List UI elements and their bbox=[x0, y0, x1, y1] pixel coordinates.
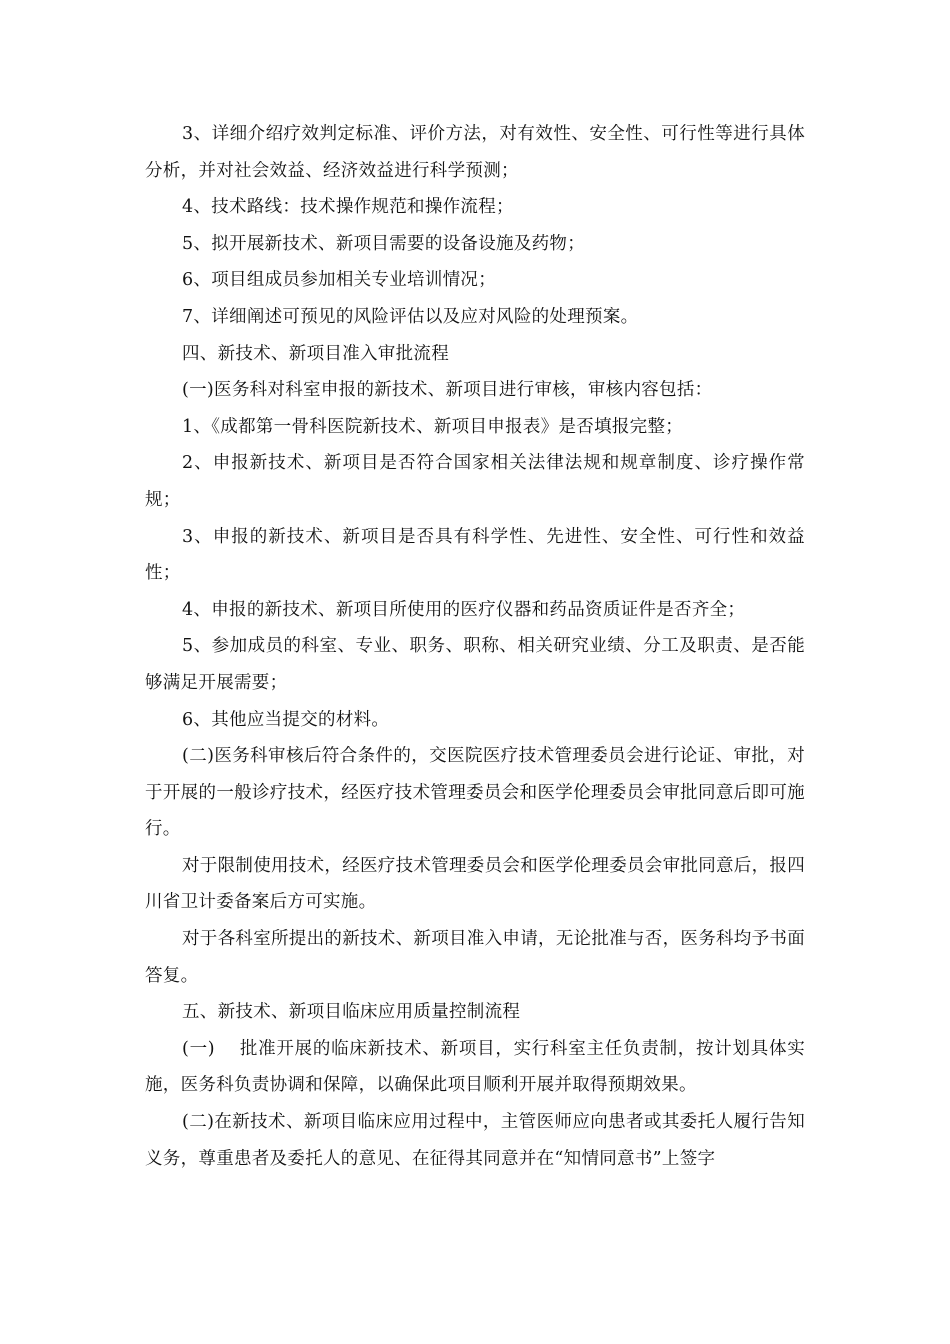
review-item-4: 4、申报的新技术、新项目所使用的医疗仪器和药品资质证件是否齐全； bbox=[182, 599, 746, 620]
paragraph-item-6: 6、项目组成员参加相关专业培训情况； bbox=[182, 270, 497, 291]
section-heading-5: 五、新技术、新项目临床应用质量控制流程 bbox=[182, 1002, 521, 1023]
review-item-3: 3、申报的新技术、新项目是否具有科学性、先进性、安全性、可行性和效益性； bbox=[145, 526, 805, 584]
quality-control-1: (一) 批准开展的临床新技术、新项目，实行科室主任负责制，按计划具体实施，医务科负责协调和保障，以确保此项目顺利开展并取得预期效果。 bbox=[145, 1038, 805, 1096]
review-item-1: 1、《成都第一骨科医院新技术、新项目申报表》是否填报完整； bbox=[182, 416, 684, 437]
paragraph-item-5: 5、拟开展新技术、新项目需要的设备设施及药物； bbox=[182, 233, 586, 254]
review-item-5: 5、参加成员的科室、专业、职务、职称、相关研究业绩、分工及职责、是否能够满足开展需要； bbox=[145, 636, 805, 693]
reply-paragraph: 对于各科室所提出的新技术、新项目准入申请，无论批准与否，医务科均予书面答复。 bbox=[145, 929, 805, 986]
paragraph-item-4: 4、技术路线：技术操作规范和操作流程； bbox=[182, 197, 514, 218]
review-item-2: 2、申报新技术、新项目是否符合国家相关法律法规和规章制度、诊疗操作常规； bbox=[145, 453, 805, 510]
paragraph-item-3: 3、详细介绍疗效判定标准、评价方法，对有效性、安全性、可行性等进行具体分析，并对社会效益、经济效益进行科学预测； bbox=[145, 124, 805, 181]
review-item-6: 6、其他应当提交的材料。 bbox=[182, 709, 390, 730]
document-body bbox=[145, 116, 805, 1177]
subsection-1: (一)医务科对科室申报的新技术、新项目进行审核，审核内容包括： bbox=[182, 380, 713, 401]
subsection-2: (二)医务科审核后符合条件的，交医院医疗技术管理委员会进行论证、审批，对于开展的一般诊疗技术，经医疗技术管理委员会和医学伦理委员会审批同意后即可施行。 bbox=[145, 746, 805, 840]
paragraph-item-7: 7、详细阐述可预见的风险评估以及应对风险的处理预案。 bbox=[182, 306, 639, 327]
section-heading-4: 四、新技术、新项目准入审批流程 bbox=[182, 343, 449, 364]
restricted-tech-paragraph: 对于限制使用技术，经医疗技术管理委员会和医学伦理委员会审批同意后，报四川省卫计委备案后方可实施。 bbox=[145, 855, 805, 913]
quality-control-2: (二)在新技术、新项目临床应用过程中，主管医师应向患者或其委托人履行告知义务，尊重患者及委托人的意见、在征得其同意并在“知情同意书”上签字 bbox=[145, 1112, 805, 1169]
